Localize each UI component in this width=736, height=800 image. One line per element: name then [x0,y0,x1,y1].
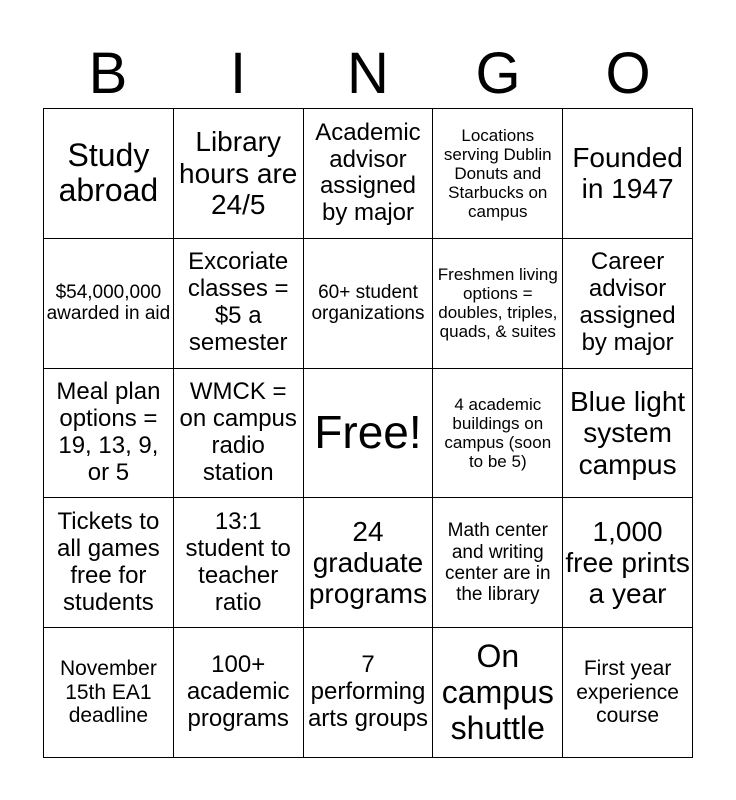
header-letter-i: I [229,41,247,106]
cell-text: Blue light system campus [570,385,686,480]
free-space-cell[interactable] [304,369,434,499]
bingo-cell[interactable] [174,239,304,369]
cell-text: November 15th EA1 deadline [59,657,157,728]
bingo-board [43,108,693,758]
bingo-cell[interactable] [563,628,693,758]
cell-text: $54,000,000 awarded in aid [46,281,171,325]
bingo-header [43,40,693,108]
bingo-cell[interactable] [304,109,434,239]
cell-text: Excoriate classes = $5 a semester [187,248,289,357]
cell-text: 100+ academic programs [186,651,290,733]
cell-text: Meal plan options = 19, 13, 9, or 5 [56,378,161,486]
header-letter-g: G [475,41,521,106]
cell-text: Founded in 1947 [572,142,683,205]
header-letter-o: O [605,41,651,106]
cell-text: Academic advisor assigned by major [315,118,421,227]
bingo-cell[interactable] [44,109,174,239]
cell-text: On campus shuttle [441,637,554,746]
bingo-cell[interactable] [563,498,693,628]
bingo-cell[interactable] [563,239,693,369]
cell-text: WMCK = on campus radio station [179,378,297,486]
bingo-cell[interactable] [433,628,563,758]
bingo-cell[interactable] [304,498,434,628]
cell-text: 4 academic buildings on campus (soon to be 5) [444,394,552,472]
bingo-cell[interactable] [563,369,693,499]
header-letter-n: N [347,41,389,106]
cell-text: Library hours are 24/5 [179,126,298,221]
bingo-cell[interactable] [174,369,304,499]
bingo-cell[interactable] [433,369,563,499]
cell-text: First year experience course [576,657,679,728]
bingo-cell[interactable] [433,498,563,628]
free-space-text: Free! [314,406,422,459]
bingo-cell[interactable] [174,628,304,758]
cell-text: Study abroad [58,136,159,209]
cell-text: Math center and writing center are in the library [444,520,551,606]
cell-text: 60+ student organizations [311,281,425,325]
bingo-cell[interactable] [174,498,304,628]
cell-text: Tickets to all games free for students [57,508,160,616]
bingo-cell[interactable] [44,498,174,628]
bingo-cell[interactable] [44,628,174,758]
cell-text: 13:1 student to teacher ratio [185,508,291,616]
cell-text: Career advisor assigned by major [579,248,676,357]
bingo-cell[interactable] [433,109,563,239]
bingo-cell[interactable] [433,239,563,369]
cell-text: Freshmen living options = doubles, triples, quads, & suites [437,265,558,342]
header-letter-b: B [88,41,128,106]
bingo-cell[interactable] [304,628,434,758]
cell-text: 7 performing arts groups [307,651,429,733]
cell-text: 24 graduate programs [308,515,428,610]
bingo-cell[interactable] [174,109,304,239]
bingo-cell[interactable] [304,239,434,369]
bingo-cell[interactable] [563,109,693,239]
cell-text: Locations serving Dublin Donuts and Starbucks on campus [443,125,552,221]
bingo-cell[interactable] [44,369,174,499]
bingo-cell[interactable] [44,239,174,369]
cell-text: 1,000 free prints a year [565,515,690,610]
